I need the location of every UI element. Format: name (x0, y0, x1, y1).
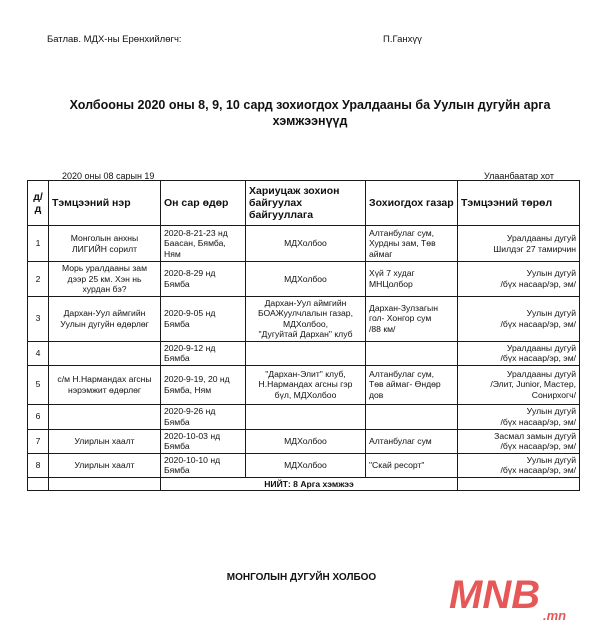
event-date: 2020-10-10 нд Бямба (161, 453, 246, 477)
table-row (28, 341, 580, 365)
total-row (28, 477, 580, 491)
event-name: Морь уралдааны зам дээр 25 км. Хэн нь хурдан бэ? (49, 262, 161, 297)
event-name (49, 341, 161, 365)
svg-text:.mn: .mn (543, 608, 567, 623)
event-date: 2020-9-12 нд Бямба (161, 341, 246, 365)
event-type: Уулын дугуй /бүх насаар/эр, эм/ (458, 404, 580, 429)
event-date: 2020-9-19, 20 нд Бямба, Ням (161, 365, 246, 404)
event-venue: Дархан-Зулзагын гол- Хонгор сум /88 км/ (366, 296, 458, 341)
events-table (27, 180, 580, 491)
event-organizer: МДХолбоо (246, 453, 366, 477)
column-header-venue: Зохиогдох газар (366, 181, 458, 226)
row-number: 6 (28, 404, 49, 429)
event-type: Уралдааны дугуй /бүх насаар/эр, эм/ (458, 341, 580, 365)
row-number: 8 (28, 453, 49, 477)
document-date: 2020 оны 08 сарын 19 (62, 171, 155, 181)
row-number: 7 (28, 429, 49, 453)
event-organizer (246, 341, 366, 365)
event-organizer: Дархан-Уул аймгийн БОАЖуулчлалын газар, МДХолбоо, "Дугуйтай Дархан" клуб (246, 296, 366, 341)
column-header-event-name: Тэмцээний нэр (49, 181, 161, 226)
event-type: Уулын дугуй /бүх насаар/эр, эм/ (458, 453, 580, 477)
total-spacer (458, 477, 580, 491)
table-row (28, 262, 580, 297)
event-organizer: МДХолбоо (246, 262, 366, 297)
total-label: НИЙТ: 8 Арга хэмжээ (161, 477, 458, 491)
column-header-number: д/д (28, 181, 49, 226)
row-number: 2 (28, 262, 49, 297)
svg-text:MNB: MNB (449, 573, 541, 617)
event-organizer (246, 404, 366, 429)
event-type: Уралдааны дугуй /Элит, Junior, Мастер, Сонирхогч/ (458, 365, 580, 404)
table-row (28, 404, 580, 429)
event-venue: Алтанбулаг сум, Хурдны зам, Төв аймаг (366, 226, 458, 262)
event-date: 2020-8-21-23 нд Баасан, Бямба, Ням (161, 226, 246, 262)
event-name: Улирлын хаалт (49, 453, 161, 477)
total-spacer (49, 477, 161, 491)
event-type: Уулын дугуй /бүх насаар/эр, эм/ (458, 262, 580, 297)
event-date: 2020-10-03 нд Бямба (161, 429, 246, 453)
event-type: Уралдааны дугуй Шилдэг 27 тамирчин (458, 226, 580, 262)
event-date: 2020-9-26 нд Бямба (161, 404, 246, 429)
federation-name: МОНГОЛЫН ДУГУЙН ХОЛБОО (226, 572, 377, 583)
event-name: Улирлын хаалт (49, 429, 161, 453)
table-row (28, 365, 580, 404)
event-venue (366, 341, 458, 365)
row-number: 1 (28, 226, 49, 262)
event-type: Уулын дугуй /бүх насаар/эр, эм/ (458, 296, 580, 341)
event-venue: Алтанбулаг сум, Төв аймаг- Өндөр дов (366, 365, 458, 404)
document-title: Холбооны 2020 оны 8, 9, 10 сард зохиогдох Уралдааны ба Уулын дугуйн арга хэмжээнүүд (69, 98, 551, 128)
approval-label: Батлав. МДХ-ны Ерөнхийлөгч: (47, 34, 182, 45)
table-row (28, 226, 580, 262)
event-name: Дархан-Уул аймгийн Уулын дугуйн өдөрлөг (49, 296, 161, 341)
event-organizer: МДХолбоо (246, 429, 366, 453)
event-organizer: "Дархан-Элит" клуб, Н.Нармандах агсны гэр бүл, МДХолбоо (246, 365, 366, 404)
event-name (49, 404, 161, 429)
approver-name: П.Ганхүү (383, 34, 422, 45)
event-venue: "Скай ресорт" (366, 453, 458, 477)
event-name: Монголын анхны ЛИГИЙН сорилт (49, 226, 161, 262)
table-row (28, 296, 580, 341)
total-spacer (28, 477, 49, 491)
event-date: 2020-9-05 нд Бямба (161, 296, 246, 341)
table-row (28, 453, 580, 477)
table-header-row (28, 181, 580, 226)
document-place: Улаанбаатар хот (484, 171, 554, 181)
event-venue: Хүй 7 худаг МНЦолбор (366, 262, 458, 297)
table-row (28, 429, 580, 453)
event-type: Засмал замын дугуй /бүх насаар/эр, эм/ (458, 429, 580, 453)
event-name: с/м Н.Нармандах агсны нэрэмжит өдөрлөг (49, 365, 161, 404)
column-header-date: Он сар өдөр (161, 181, 246, 226)
row-number: 4 (28, 341, 49, 365)
column-header-organizer: Хариуцаж зохион байгуулах байгууллага (246, 181, 366, 226)
event-venue (366, 404, 458, 429)
event-venue: Алтанбулаг сум (366, 429, 458, 453)
event-date: 2020-8-29 нд Бямба (161, 262, 246, 297)
column-header-type: Тэмцээний төрөл (458, 181, 580, 226)
row-number: 3 (28, 296, 49, 341)
event-organizer: МДХолбоо (246, 226, 366, 262)
row-number: 5 (28, 365, 49, 404)
mnb-logo (447, 568, 585, 626)
